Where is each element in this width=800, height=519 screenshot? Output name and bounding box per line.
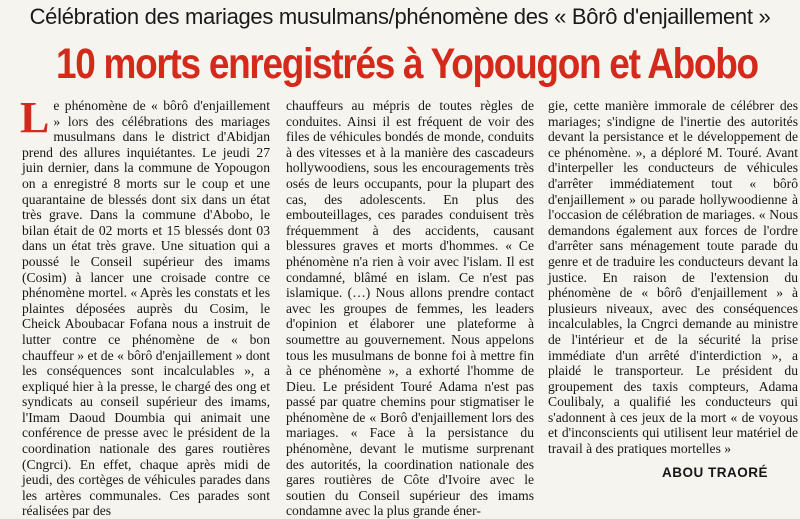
article-column-2 xyxy=(286,98,534,519)
column-1-text xyxy=(20,93,270,519)
article-headline: 10 morts enregistrés à Yopougon et Abobo xyxy=(56,40,758,88)
column-2-body: chauffeurs au mépris de toutes règles de conduites. Ainsi il est fréquent de voir des files de véhicules bondés de monde, conduits à des vitesses et à la manière des cascadeurs hollywoodiens, sous les encouragements très osés de leurs occupants, pour la plupart des cas, des adolescents. En plus des embouteillages, ces parades conduisent très fréquemment à des accidents, causant blessures graves et morts d'hommes. « Ce phénomène n'a rien à voir avec l'islam. Il est condamné, blâmé en islam. Ce n'est pas islamique. (…) Nous allons prendre contact avec les groupes de femmes, les leaders d'opinion et élaborer une plateforme à soumettre au gouvernement. Nous appelons tous les musulmans de bonne foi à mettre fin à ce phénomène », a exhorté l'homme de Dieu. Le président Touré Adama n'est pas passé par quatre chemins pour stigmatiser le phénomène de « Borô d'enjaillement lors des mariages. « Face à la persistance du phénomène, devant le mutisme surprenant des autorités, la coordination nationale des gares routières de Côte d'Ivoire avec le soutien du Conseil supérieur des imams condamne avec la plus grande éner- xyxy=(286,98,534,519)
article-byline: ABOU TRAORÉ xyxy=(662,464,768,480)
article-column-1 xyxy=(20,93,270,519)
drop-cap: L xyxy=(20,93,50,142)
column-1-body: e phénomène de « bôrô d'enjaillement » lors des célébrations des mariages musulmans dans le district d'Abidjan prend des allures inquiétantes. Le jeudi 27 juin dernier, dans la commune de Yopougon on a enregistré 8 morts sur le coup et une quarantaine de blessés dont six dans un état très grave. Dans la commune d'Abobo, le bilan était de 02 morts et 15 blessés dont 03 dans un état très grave. Une situation qui a poussé le Conseil supérieur des imams (Cosim) à lancer une croisade contre ce phénomène mortel. « Après les constats et les plaintes déposées auprès du Cosim, le Cheick Aboubacar Fofana nous a instruit de lutter contre ce phénomène de « bon chauffeur » et de « bôrô d'enjaillement » dont les conséquences sont incalculables », a expliqué hier à la presse, le chargé des ong et syndicats au conseil supérieur des imams, l'Imam Daoud Doumbia qui animait une conférence de presse avec le président de la coordination nationale des gares routières (Cngrci). En effet, chaque après midi de jeudi, des cortèges de véhicules parades dans les artères communales. Ces parades sont réalisées par des xyxy=(22,98,270,519)
column-3-body: gie, cette manière immorale de célébrer des mariages; s'indigne de l'inertie des autorités devant la persistance et le développement de ce phénomène. », a déploré M. Touré. Avant d'interpeller les conducteurs de véhicules d'arrêter immédiatement tout « bôrô d'enjaillement » ou parade hollywoodienne à l'occasion de célébration de mariages. « Nous demandons également aux forces de l'ordre d'arrêter sans ménagement toute parade du genre et de traduire les conducteurs devant la justice. En raison de l'extension du phénomène de « bôrô d'enjaillement » à plusieurs niveaux, avec des conséquences incalculables, la Cngrci demande au ministre de l'intérieur et de la sécurité la prise immédiate d'un arrêté d'interdiction », a plaidé le transporteur. Le président du groupement des taxis compteurs, Adama Coulibaly, a qualifié les conducteurs qui s'adonnent à ces jeux de la mort « de voyous et d'inconscients qui utilisent leur matériel de travail à des pratiques mortelles » xyxy=(548,98,798,457)
article-kicker: Célébration des mariages musulmans/phénomène des « Bôrô d'enjaillement » xyxy=(29,4,771,29)
article-column-3 xyxy=(548,98,798,508)
